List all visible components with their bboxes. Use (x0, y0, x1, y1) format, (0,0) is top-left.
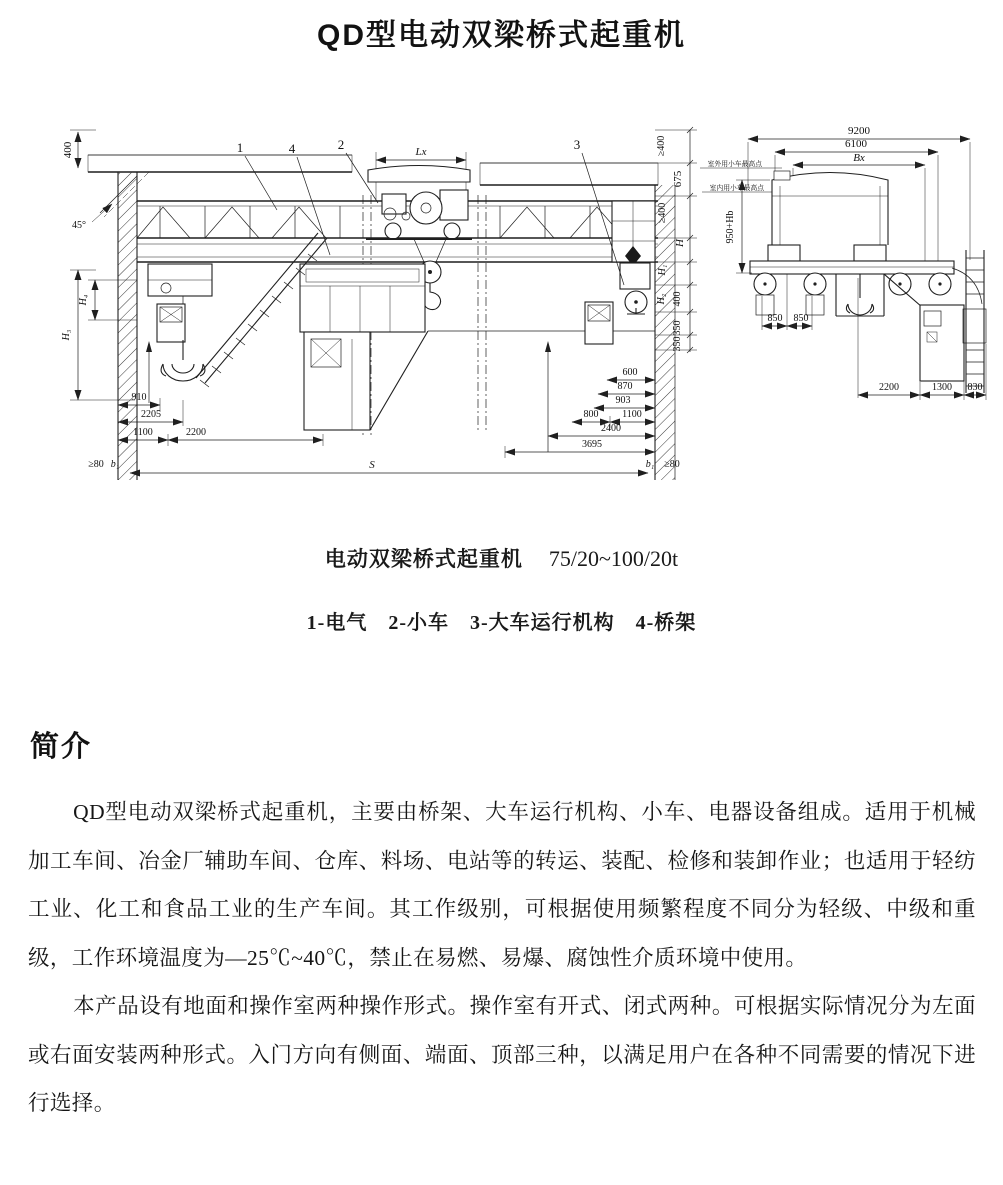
intro-paragraph-1: QD型电动双梁桥式起重机，主要由桥架、大车运行机构、小车、电器设备组成。适用于机械加工车间、冶金厂辅助车间、仓库、料场、电站等的转运、装配、检修和装卸作业；也适用于轻纺工业、化工和食品工业的生产车间。其工作级别，可根据使用频繁程度不同分为轻级、中级和重级，工作环境温度为—25℃~40℃，禁止在易燃、易爆、腐蚀性介质环境中使用。 (28, 800, 976, 970)
dim-800: 800 (583, 409, 599, 420)
note-indoor-trolley: 室内用小车最高点 (709, 185, 764, 192)
main-dims-span (88, 459, 680, 473)
dim-400-right: 400 (672, 291, 683, 307)
dim-850-a: 850 (767, 313, 783, 324)
figure-caption-name: 电动双梁桥式起重机 (324, 548, 523, 571)
dim-2200-left: 2200 (186, 427, 206, 438)
dim-45deg: 45° (72, 220, 86, 231)
dim-1300: 1300 (932, 382, 952, 393)
dim-6100: 6100 (845, 138, 867, 150)
main-elevation-view (61, 127, 697, 480)
dim-675: 675 (672, 170, 684, 188)
main-dims-lower-right (505, 367, 655, 458)
end-view-cab (920, 305, 964, 381)
dim-b1-left: b₁ (110, 459, 120, 470)
intro-paragraph-2: 本产品设有地面和操作室两种操作形式。操作室有开式、闭式两种。可根据实际情况分为左面或右面安装两种形式。入门方向有侧面、端面、顶部三种，以满足用户在各种不同需要的情况下进行选择。 (28, 994, 976, 1115)
end-view-hook-icon (846, 304, 873, 315)
end-dims-left (725, 180, 770, 273)
dim-600: 600 (622, 367, 638, 378)
callout-2: 2 (337, 137, 345, 152)
dim-950-hb: 950+Hb (725, 210, 736, 244)
dim-1100-left: 1100 (133, 427, 153, 438)
dim-b1-right: b₁ (645, 459, 655, 470)
trolley-hook (424, 283, 441, 310)
dim-ge80-left: ≥80 (88, 459, 104, 470)
dim-910: 910 (131, 392, 147, 403)
left-understructure (148, 264, 212, 381)
dim-h2: H₂ (656, 293, 667, 305)
dim-850-b: 850 (793, 313, 809, 324)
end-view (700, 125, 986, 400)
dim-3695: 3695 (582, 439, 602, 450)
dim-870: 870 (617, 381, 633, 392)
left-hook-icon (161, 364, 205, 381)
dim-9200: 9200 (848, 125, 870, 137)
dim-830: 830 (967, 382, 983, 393)
dim-ge80-right: ≥80 (664, 459, 680, 470)
callout-3: 3 (573, 137, 581, 152)
technical-drawing (0, 100, 1003, 500)
dim-ge400-a: ≥400 (656, 135, 667, 157)
figure-caption (0, 543, 1003, 573)
dim-903: 903 (615, 395, 631, 406)
callout-4: 4 (288, 141, 296, 156)
end-view-body (750, 171, 986, 393)
dim-2400: 2400 (601, 423, 621, 434)
dim-h1: H₁ (657, 264, 668, 276)
dim-ge400-b: ≥400 (657, 202, 668, 224)
dim-lx: Lx (415, 146, 427, 158)
note-outdoor-trolley: 室外用小车最高点 (707, 161, 762, 168)
figure-caption-spec: 75/20~100/20t (548, 546, 679, 571)
dim-350-b: 350 (672, 336, 683, 352)
dim-bx: Bx (853, 152, 865, 164)
dim-2200-end: 2200 (879, 382, 899, 393)
callout-1: 1 (236, 140, 244, 155)
dim-350-a: 350 (672, 320, 683, 336)
figure-legend: 1-电气 2-小车 3-大车运行机构 4-桥架 (306, 612, 697, 634)
dim-1100-right: 1100 (622, 409, 642, 420)
dim-2205: 2205 (141, 409, 161, 420)
dim-h: H (674, 239, 686, 247)
dim-span-s: S (369, 459, 375, 471)
section-heading: 简介 (30, 731, 93, 763)
page-title: QD型电动双梁桥式起重机 (317, 19, 686, 52)
dim-400-top: 400 (62, 141, 74, 159)
dim-h4: H₄ (78, 294, 89, 306)
dim-h3: H₃ (61, 329, 72, 341)
intro-body (28, 788, 976, 1128)
operator-cab (300, 264, 655, 430)
